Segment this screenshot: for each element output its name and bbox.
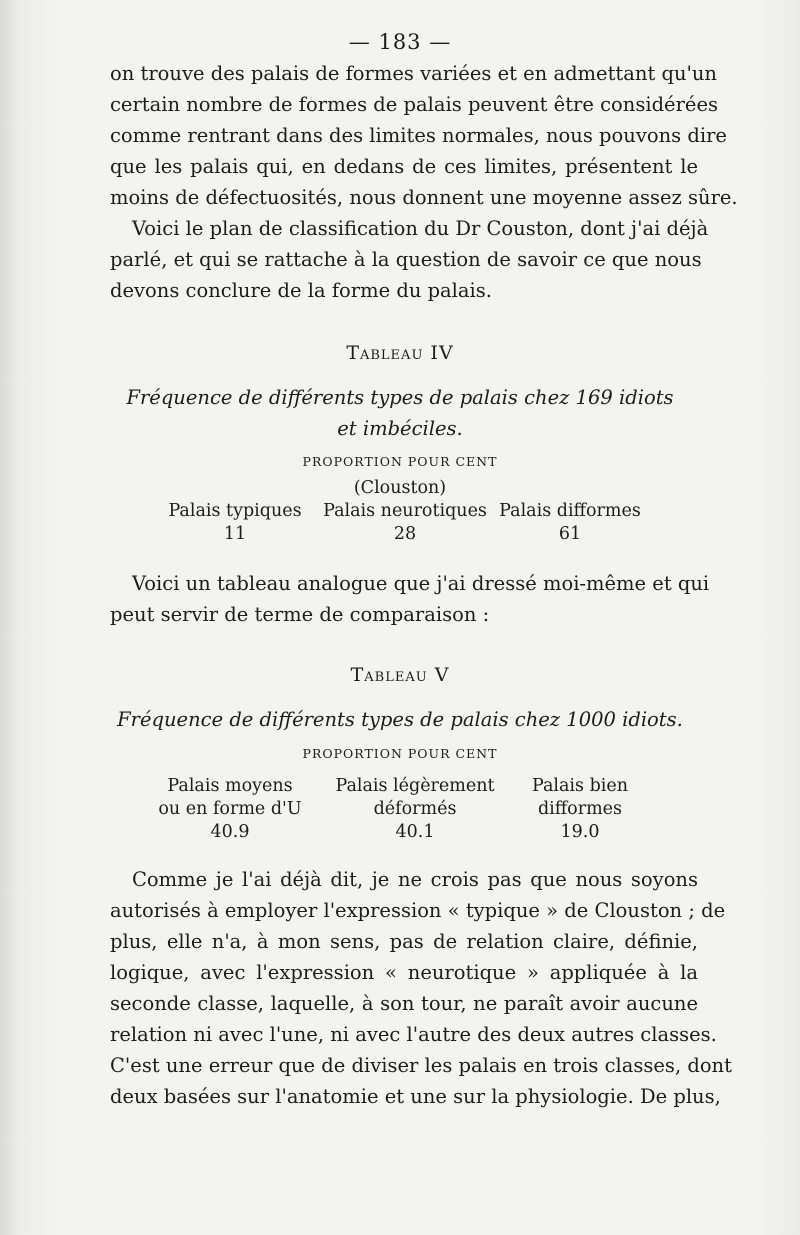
table-5-column xyxy=(145,775,315,844)
text-line: logique, avec l'expression « neurotique » appliquée à la xyxy=(110,961,698,984)
page-number: — 183 — xyxy=(348,30,452,54)
column-label: Palais typiques xyxy=(168,501,302,521)
column-label: ou en forme d'U xyxy=(158,799,302,819)
table-4-caption-line-1: Fréquence de différents types de palais chez 169 idiots xyxy=(126,386,674,409)
column-label: Palais difformes xyxy=(499,501,641,521)
text-line: seconde classe, laquelle, à son tour, ne paraît avoir aucune xyxy=(110,992,698,1015)
text-line: Voici le plan de classification du Dr Couston, dont j'ai déjà xyxy=(132,217,709,240)
text-line: relation ni avec l'une, ni avec l'autre des deux autres classes. xyxy=(110,1023,717,1046)
table-4-caption-line-2: et imbéciles. xyxy=(337,417,463,440)
text-line: deux basées sur l'anatomie et une sur la physiologie. De plus, xyxy=(110,1085,721,1108)
table-4-column xyxy=(490,500,650,546)
table-4-column xyxy=(310,500,500,546)
table-5-subheading: PROPORTION POUR CENT xyxy=(302,746,498,761)
text-line: devons conclure de la forme du palais. xyxy=(110,279,492,302)
text-line: moins de défectuosités, nous donnent une moyenne assez sûre. xyxy=(110,186,738,209)
column-label: Palais légèrement xyxy=(335,776,495,796)
text-line: Voici un tableau analogue que j'ai dressé moi-même et qui xyxy=(132,572,710,595)
paragraph-2 xyxy=(110,213,709,306)
paragraph-4 xyxy=(110,864,732,1112)
text-line: comme rentrant dans des limites normales, nous pouvons dire xyxy=(110,124,727,147)
text-line: certain nombre de formes de palais peuvent être considérées xyxy=(110,93,719,116)
column-label: Palais moyens xyxy=(167,776,293,796)
column-value: 19.0 xyxy=(560,822,600,842)
table-4-column xyxy=(150,500,320,546)
table-5-heading: Tableau V xyxy=(350,664,450,686)
column-value: 40.1 xyxy=(395,822,435,842)
column-label: déformés xyxy=(373,799,457,819)
text-line: Comme je l'ai déjà dit, je ne crois pas que nous soyons xyxy=(132,868,698,891)
table-4-heading: Tableau IV xyxy=(346,342,454,364)
table-4-subheading: PROPORTION POUR CENT xyxy=(302,454,498,469)
table-5-column xyxy=(320,775,510,844)
column-label: Palais neurotiques xyxy=(323,501,487,521)
column-label: Palais bien xyxy=(531,776,629,796)
text-line: autorisés à employer l'expression « typique » de Clouston ; de xyxy=(110,899,726,922)
text-line: peut servir de terme de comparaison : xyxy=(110,603,490,626)
column-value: 11 xyxy=(223,524,247,544)
column-value: 40.9 xyxy=(210,822,250,842)
paragraph-1 xyxy=(110,58,738,213)
column-value: 28 xyxy=(393,524,417,544)
paragraph-3 xyxy=(110,568,710,630)
table-5-column xyxy=(505,775,655,844)
text-line: C'est une erreur que de diviser les palais en trois classes, dont xyxy=(110,1054,732,1077)
table-4-source: (Clouston) xyxy=(353,478,447,498)
text-line: que les palais qui, en dedans de ces limites, présentent le xyxy=(110,155,698,178)
text-line: plus, elle n'a, à mon sens, pas de relation claire, définie, xyxy=(110,930,698,953)
column-label: difformes xyxy=(537,799,623,819)
text-line: on trouve des palais de formes variées et en admettant qu'un xyxy=(110,62,717,85)
text-line: parlé, et qui se rattache à la question de savoir ce que nous xyxy=(110,248,702,271)
table-5-caption: Fréquence de différents types de palais chez 1000 idiots. xyxy=(117,708,683,731)
column-value: 61 xyxy=(558,524,582,544)
